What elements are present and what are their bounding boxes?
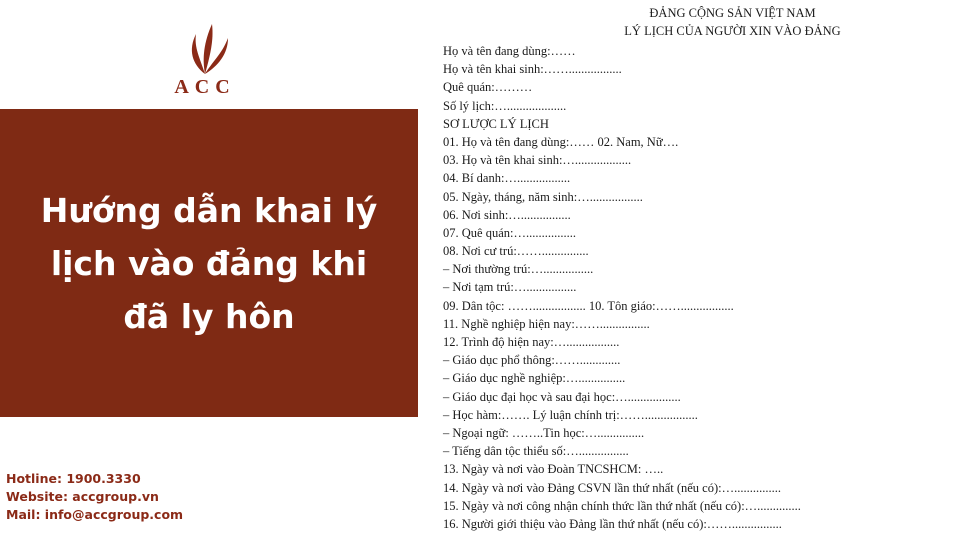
document-line: 03. Họ và tên khai sinh:….................. xyxy=(443,153,632,168)
document-header-party: ĐẢNG CỘNG SẢN VIỆT NAM xyxy=(649,6,816,20)
document-line: – Học hàm:……. Lý luận chính trị:……................. xyxy=(443,407,698,422)
document-line: 12. Trình độ hiện nay:…................. xyxy=(443,335,620,349)
document-line: SƠ LƯỢC LÝ LỊCH xyxy=(443,116,549,131)
contact-info xyxy=(6,470,183,524)
document-header-title: LÝ LỊCH CỦA NGƯỜI XIN VÀO ĐẢNG xyxy=(624,24,841,38)
document-line: – Nơi thường trú:…................ xyxy=(443,262,594,277)
document-line: – Giáo dục phổ thông:……............. xyxy=(443,353,621,368)
document-line: 07. Quê quán:…................ xyxy=(443,225,576,240)
flame-leaf-icon xyxy=(170,20,240,76)
document-line: 13. Ngày và nơi vào Đoàn TNCSHCM: ….. xyxy=(443,462,664,477)
document-line: – Tiếng dân tộc thiểu số:…................ xyxy=(443,444,629,459)
hotline-text: Hotline: 1900.3330 xyxy=(6,471,141,486)
document-line: – Nơi tạm trú:…................ xyxy=(443,280,577,295)
document-line: 04. Bí danh:…................. xyxy=(443,171,571,186)
banner-title: Hướng dẫn khai lý lịch vào đảng khi đã ly hôn xyxy=(40,190,378,336)
document-line: – Ngoại ngữ: ……..Tin học:…............... xyxy=(443,425,645,440)
document-line: 14. Ngày và nơi vào Đảng CSVN lần thứ nhất (nếu có):…............... xyxy=(443,480,781,495)
left-panel xyxy=(0,0,420,526)
document-line: 16. Người giới thiệu vào Đảng lần thứ nhất (nếu có):……................ xyxy=(443,516,782,531)
document-line: – Giáo dục đại học và sau đại học:…................. xyxy=(443,389,681,404)
document-line: – Giáo dục nghề nghiệp:…............... xyxy=(443,371,626,386)
document-lines xyxy=(443,42,948,533)
document-line: 11. Nghề nghiệp hiện nay:……................ xyxy=(443,316,650,331)
document-line: 09. Dân tộc: ……................. 10. Tôn giáo:……................. xyxy=(443,298,734,313)
mail-text: Mail: info@accgroup.com xyxy=(6,507,184,522)
website-text: Website: accgroup.vn xyxy=(6,489,159,504)
logo-text: ACC xyxy=(174,76,236,98)
document-line: 01. Họ và tên đang dùng:…… 02. Nam, Nữ…. xyxy=(443,134,679,149)
document-line: 06. Nơi sinh:…................ xyxy=(443,207,571,222)
document-line: Họ và tên đang dùng:…… xyxy=(443,44,576,58)
document-image xyxy=(430,0,955,531)
document-line: Họ và tên khai sinh:……................. xyxy=(443,62,622,77)
document-line: 15. Ngày và nơi công nhận chính thức lần thứ nhất (nếu có):….............. xyxy=(443,498,801,513)
document-line: Số lý lịch:…................... xyxy=(443,98,567,113)
document-line: Quê quán:……… xyxy=(443,80,533,95)
document-line: 05. Ngày, tháng, năm sinh:…................. xyxy=(443,189,643,204)
acc-logo xyxy=(170,20,240,102)
document-line: 08. Nơi cư trú:……............... xyxy=(443,244,589,259)
title-banner xyxy=(0,109,418,417)
